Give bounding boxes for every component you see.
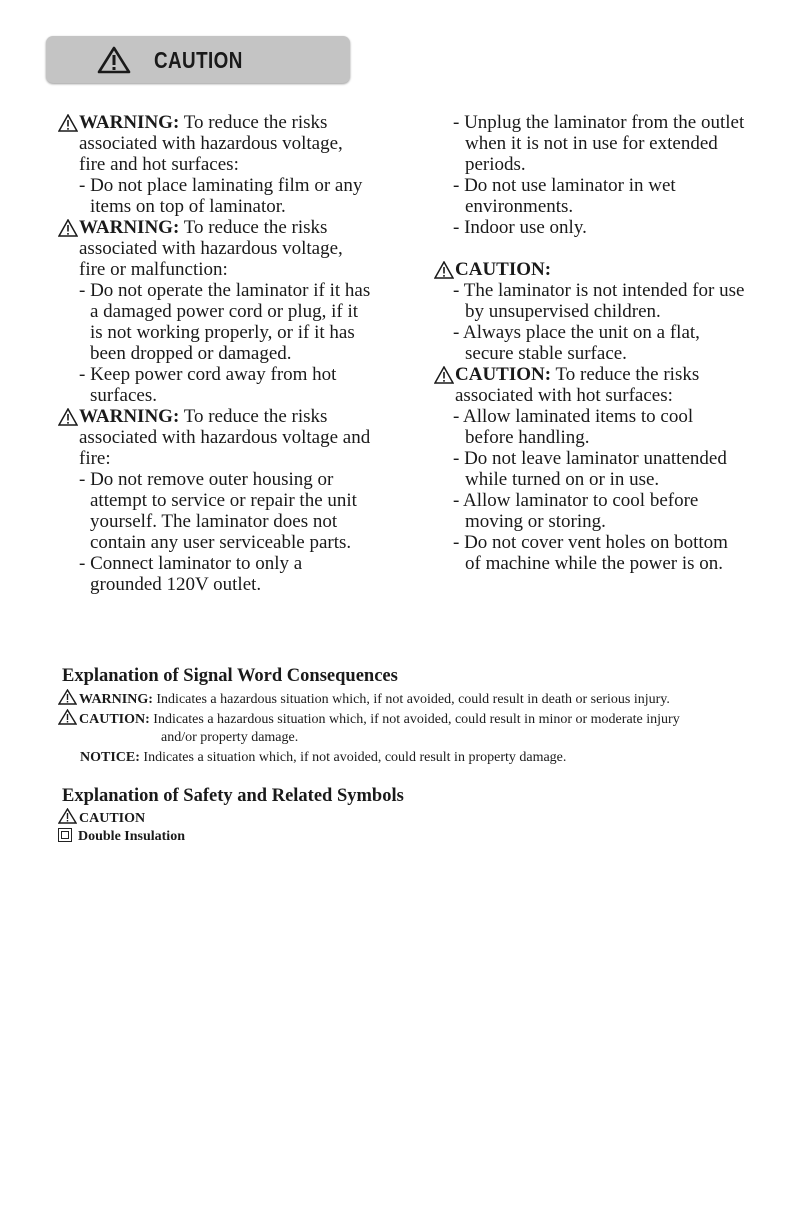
line-text: To reduce the risks: [179, 217, 328, 238]
line-text: associated with hazardous voltage,: [79, 238, 343, 259]
line-text: - Always place the unit on a flat,: [453, 322, 700, 343]
signal-warning-line: [58, 689, 670, 709]
warning-label: WARNING:: [79, 692, 153, 707]
notice-text: Indicates a situation which, if not avoided, could result in property damage.: [139, 750, 567, 765]
safety-heading-line: [79, 217, 327, 238]
caution-text: Indicates a hazardous situation which, if not avoided, could result in minor or moderate injury: [149, 712, 680, 727]
text-line: [79, 133, 343, 154]
line-text: a damaged power cord or plug, if it: [90, 301, 359, 322]
line-text: attempt to service or repair the unit: [90, 490, 357, 511]
warning-triangle-icon: [58, 689, 77, 705]
line-text: fire and hot surfaces:: [79, 154, 239, 175]
line-text: grounded 120V outlet.: [90, 574, 262, 595]
line-text: fire:: [79, 448, 111, 469]
warning-triangle-icon: [58, 808, 77, 824]
text-line: [465, 511, 606, 532]
bullet-item: [453, 532, 728, 553]
bullet-item: [79, 469, 333, 490]
notice-label: NOTICE:: [80, 750, 140, 765]
line-text: - Keep power cord away from hot: [79, 364, 337, 385]
line-text: - Do not leave laminator unattended: [453, 448, 727, 469]
line-text: - Indoor use only.: [453, 217, 587, 238]
bullet-item: [79, 175, 362, 196]
line-text: To reduce the risks: [179, 112, 328, 133]
line-text: - Unplug the laminator from the outlet: [453, 112, 745, 133]
line-text: contain any user serviceable parts.: [90, 532, 352, 553]
line-text: items on top of laminator.: [90, 196, 286, 217]
signal-notice-line: [80, 749, 566, 767]
line-text: - Allow laminated items to cool: [453, 406, 694, 427]
line-text: - Do not remove outer housing or: [79, 469, 334, 490]
line-text: To reduce the risks: [179, 406, 328, 427]
bullet-item: [453, 406, 693, 427]
signal-word: WARNING:: [79, 112, 180, 133]
line-text: - Connect laminator to only a: [79, 553, 303, 574]
text-line: [465, 553, 723, 574]
line-text: while turned on or in use.: [465, 469, 660, 490]
bullet-item: [453, 217, 587, 238]
line-text: - Do not cover vent holes on bottom: [453, 532, 728, 553]
line-text: To reduce the risks: [551, 364, 700, 385]
bullet-item: [453, 280, 744, 301]
bullet-item: [79, 364, 336, 385]
line-text: associated with hazardous voltage,: [79, 133, 343, 154]
caution-banner: [46, 36, 350, 83]
banner-title: CAUTION: [154, 47, 243, 73]
warning-triangle-icon: [97, 46, 131, 74]
signal-word: WARNING:: [79, 406, 180, 427]
line-text: - The laminator is not intended for use: [453, 280, 745, 301]
line-text: - Do not operate the laminator if it has: [79, 280, 371, 301]
bullet-item: [79, 280, 370, 301]
warning-text: Indicates a hazardous situation which, if not avoided, could result in death or serious injury.: [152, 692, 670, 707]
bullet-item: [453, 175, 676, 196]
line-text: been dropped or damaged.: [90, 343, 292, 364]
line-text: secure stable surface.: [465, 343, 627, 364]
caution-continuation: and/or property damage.: [161, 730, 299, 745]
text-line: [79, 154, 239, 175]
line-text: before handling.: [465, 427, 590, 448]
warning-triangle-icon: [58, 709, 77, 725]
signal-caution-line: [58, 709, 680, 729]
warning-triangle-icon: [434, 366, 454, 384]
text-line: [465, 469, 659, 490]
bullet-item: [79, 553, 302, 574]
safety-heading-line: [455, 259, 551, 280]
line-text: environments.: [465, 196, 574, 217]
symbols-heading: Explanation of Safety and Related Symbols: [62, 786, 404, 806]
signal-word-heading: Explanation of Signal Word Consequences: [62, 666, 398, 686]
safety-heading-line: [455, 364, 699, 385]
text-line: [79, 238, 343, 259]
text-line: [79, 259, 228, 280]
line-text: of machine while the power is on.: [465, 553, 724, 574]
line-text: is not working properly, or if it has: [90, 322, 355, 343]
warning-triangle-icon: [58, 114, 78, 132]
line-text: - Do not place laminating film or any: [79, 175, 363, 196]
text-line: [90, 574, 261, 595]
text-line: [465, 133, 718, 154]
warning-triangle-icon: [434, 261, 454, 279]
symbol-double-insulation: [58, 828, 185, 846]
line-text: - Do not use laminator in wet: [453, 175, 676, 196]
signal-word: WARNING:: [79, 217, 180, 238]
warning-triangle-icon: [58, 219, 78, 237]
text-line: [90, 343, 292, 364]
double-insulation-label: Double Insulation: [78, 829, 185, 844]
text-line: [90, 385, 157, 406]
symbol-caution: [58, 808, 145, 828]
text-line: [79, 427, 370, 448]
text-line: [90, 490, 357, 511]
text-line: [465, 196, 573, 217]
text-line: [90, 301, 358, 322]
warning-triangle-icon: [58, 408, 78, 426]
safety-heading-line: [79, 112, 327, 133]
line-text: periods.: [465, 154, 526, 175]
line-text: surfaces.: [90, 385, 157, 406]
line-text: associated with hazardous voltage and: [79, 427, 371, 448]
text-line: [465, 427, 590, 448]
line-text: moving or storing.: [465, 511, 606, 532]
bullet-item: [453, 448, 727, 469]
text-line: [90, 511, 337, 532]
symbol-caution-label: CAUTION: [79, 811, 146, 826]
safety-heading-line: [79, 406, 327, 427]
text-line: [90, 196, 286, 217]
signal-word: CAUTION:: [455, 259, 552, 280]
bullet-item: [453, 112, 744, 133]
line-text: fire or malfunction:: [79, 259, 228, 280]
line-text: when it is not in use for extended: [465, 133, 718, 154]
line-text: yourself. The laminator does not: [90, 511, 338, 532]
line-text: associated with hot surfaces:: [455, 385, 673, 406]
line-text: - Allow laminator to cool before: [453, 490, 699, 511]
text-line: [90, 532, 351, 553]
bullet-item: [453, 490, 698, 511]
text-line: [465, 154, 526, 175]
line-text: by unsupervised children.: [465, 301, 661, 322]
text-line: [455, 385, 673, 406]
text-line: [90, 322, 355, 343]
bullet-item: [453, 322, 700, 343]
text-line: [465, 343, 627, 364]
caution-label: CAUTION:: [79, 712, 150, 727]
text-line: [465, 301, 661, 322]
signal-word: CAUTION:: [455, 364, 552, 385]
text-line: [79, 448, 111, 469]
double-insulation-icon: [58, 828, 72, 842]
